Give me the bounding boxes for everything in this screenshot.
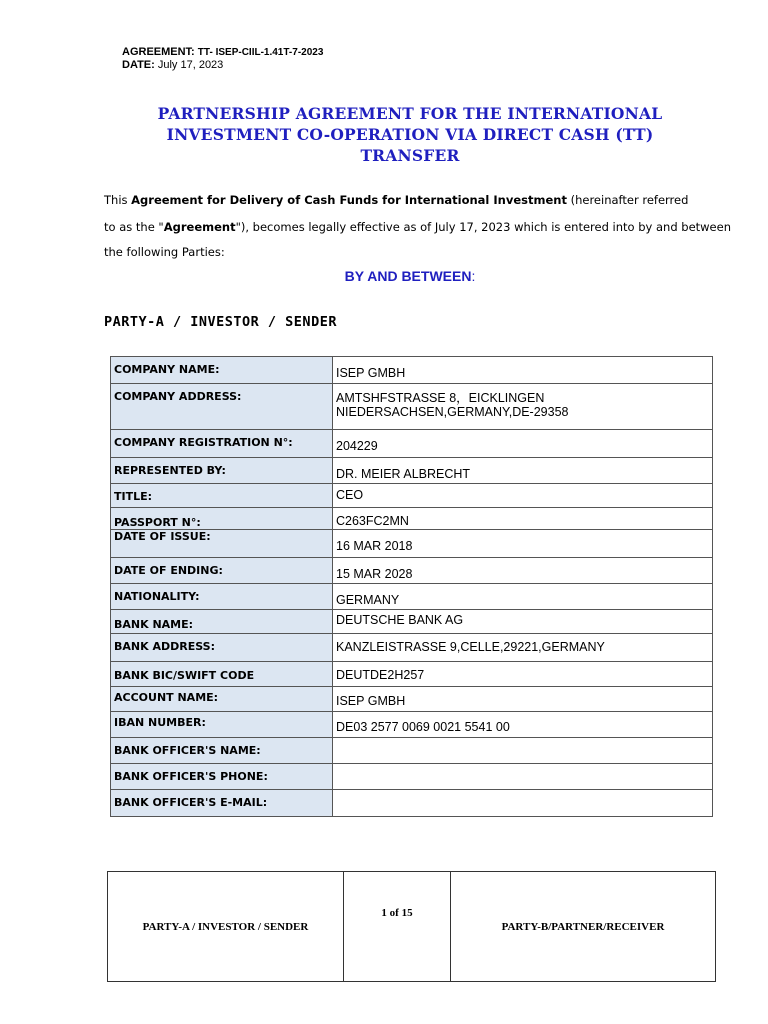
by-and-between-heading: BY AND BETWEEN: bbox=[344, 268, 476, 284]
signature-footer-table bbox=[107, 871, 716, 982]
table-row: TITLE: CEO bbox=[111, 484, 713, 508]
intro-line-2: to as the "Agreement"), becomes legally effective as of July 17, 2023 which is entered into by and between bbox=[104, 220, 731, 234]
table-row: BANK OFFICER'S PHONE: bbox=[111, 764, 713, 790]
party-a-signature-cell: PARTY-A / INVESTOR / SENDER bbox=[108, 872, 344, 982]
intro-line-3: the following Parties: bbox=[104, 245, 225, 259]
page-number-cell: 1 of 15 bbox=[344, 872, 451, 982]
party-b-signature-cell: PARTY-B/PARTNER/RECEIVER bbox=[451, 872, 716, 982]
agreement-number: AGREEMENT: TT- ISEP-CIIL-1.41T-7-2023 bbox=[122, 46, 324, 58]
table-row: DATE OF ENDING: 15 MAR 2028 bbox=[111, 558, 713, 584]
party-a-info-table bbox=[110, 356, 713, 817]
table-row: DATE OF ISSUE: 16 MAR 2018 bbox=[111, 530, 713, 558]
intro-line-1: This Agreement for Delivery of Cash Funds for International Investment (hereinafter referred bbox=[104, 193, 689, 207]
table-row: BANK NAME: DEUTSCHE BANK AG bbox=[111, 610, 713, 634]
table-row: ACCOUNT NAME: ISEP GMBH bbox=[111, 687, 713, 712]
table-row: PASSPORT N°: C263FC2MN bbox=[111, 508, 713, 530]
table-row: BANK ADDRESS: KANZLEISTRASSE 9,CELLE,29221,GERMANY bbox=[111, 634, 713, 662]
document-title: PARTNERSHIP AGREEMENT FOR THE INTERNATIONAL INVESTMENT CO-OPERATION VIA DIRECT CASH (TT) TRANSFER bbox=[157, 104, 663, 165]
table-row: COMPANY REGISTRATION N°: 204229 bbox=[111, 430, 713, 458]
table-row: BANK OFFICER'S E-MAIL: bbox=[111, 790, 713, 817]
table-row: BANK BIC/SWIFT CODE DEUTDE2H257 bbox=[111, 662, 713, 687]
table-row: REPRESENTED BY: DR. MEIER ALBRECHT bbox=[111, 458, 713, 484]
table-row: COMPANY ADDRESS: AMTSHFSTRASSE 8，EICKLINGEN NIEDERSACHSEN,GERMANY,DE-29358 bbox=[111, 384, 713, 430]
table-row: BANK OFFICER'S NAME: bbox=[111, 738, 713, 764]
party-a-heading: PARTY-A / INVESTOR / SENDER bbox=[104, 314, 337, 330]
table-row: COMPANY NAME: ISEP GMBH bbox=[111, 357, 713, 384]
agreement-date: DATE: July 17, 2023 bbox=[122, 59, 224, 71]
document-header bbox=[122, 46, 323, 72]
table-row: NATIONALITY: GERMANY bbox=[111, 584, 713, 610]
table-row: IBAN NUMBER: DE03 2577 0069 0021 5541 00 bbox=[111, 712, 713, 738]
